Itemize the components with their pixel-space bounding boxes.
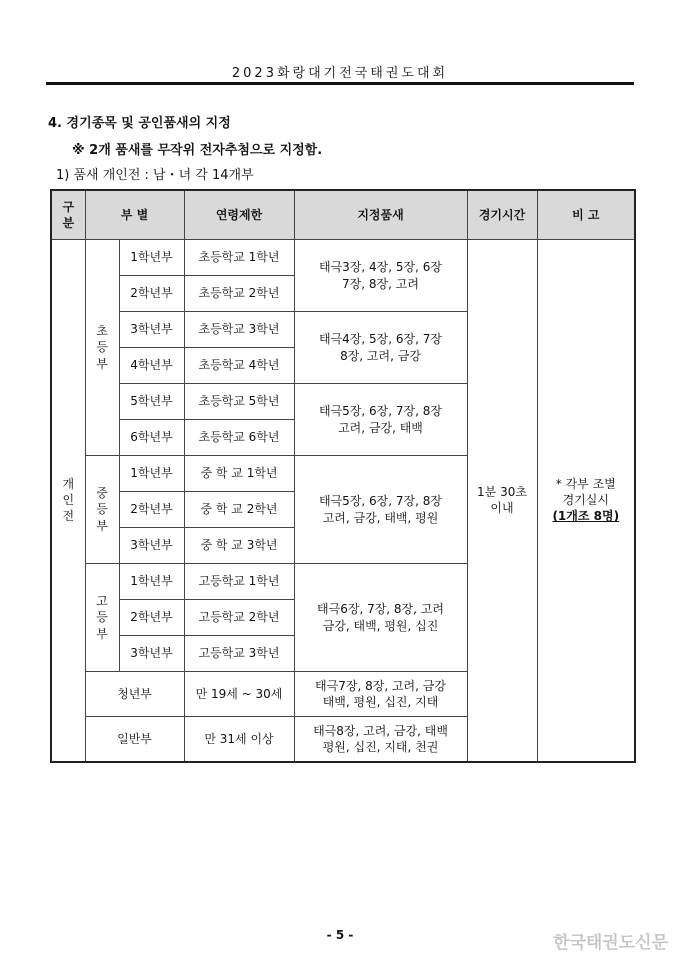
division-cell: 2학년부 [119,600,184,636]
poomsae-cell: 태극5장, 6장, 7장, 8장 고려, 금강, 태백, 평원 [294,456,467,564]
division-cell: 3학년부 [119,312,184,348]
age-cell: 중 학 교 2학년 [184,492,294,528]
age-cell: 초등학교 1학년 [184,240,294,276]
age-cell: 초등학교 3학년 [184,312,294,348]
table-row [51,240,635,276]
poomsae-cell: 태극8장, 고려, 금강, 태백 평원, 십진, 지태, 천권 [294,717,467,762]
watermark: 한국태권도신문 [553,933,668,953]
age-cell: 고등학교 2학년 [184,600,294,636]
division-cell: 4학년부 [119,348,184,384]
poomsae-cell: 태극5장, 6장, 7장, 8장 고려, 금강, 태백 [294,384,467,456]
group-middle: 중 등 부 [85,456,119,564]
section-subheading: 1) 품새 개인전 : 남・녀 각 14개부 [56,168,254,183]
age-cell: 중 학 교 3학년 [184,528,294,564]
document-header: 2023화랑대기전국태권도대회 [231,66,449,81]
header-rule [46,82,634,85]
division-cell: 1학년부 [119,456,184,492]
poomsae-cell: 태극7장, 8장, 고려, 금강 태백, 평원, 십진, 지태 [294,672,467,717]
poomsae-cell: 태극4장, 5장, 6장, 7장 8장, 고려, 금강 [294,312,467,384]
poomsae-table [50,189,636,763]
division-cell: 5학년부 [119,384,184,420]
age-cell: 초등학교 6학년 [184,420,294,456]
division-cell: 2학년부 [119,492,184,528]
age-cell: 초등학교 5학년 [184,384,294,420]
category-cell: 개 인 전 [51,240,85,762]
group-high: 고 등 부 [85,564,119,672]
header-category: 구 분 [51,190,85,240]
age-cell: 고등학교 1학년 [184,564,294,600]
header-division: 부 별 [85,190,184,240]
division-cell: 일반부 [85,717,184,762]
poomsae-cell: 태극3장, 4장, 5장, 6장 7장, 8장, 고려 [294,240,467,312]
poomsae-cell: 태극6장, 7장, 8장, 고려 금강, 태백, 평원, 십진 [294,564,467,672]
section-note: ※ 2개 품새를 무작위 전자추첨으로 지정함. [72,143,323,158]
division-cell: 6학년부 [119,420,184,456]
division-cell: 1학년부 [119,564,184,600]
group-elementary: 초 등 부 [85,240,119,456]
header-age: 연령제한 [184,190,294,240]
time-cell: 1분 30초 이내 [467,240,537,762]
division-cell: 3학년부 [119,528,184,564]
table-header-row [51,190,635,240]
remark-cell: * 각부 조별 경기실시 (1개조 8명) [537,240,635,762]
section-heading: 4. 경기종목 및 공인품새의 지정 [48,116,231,131]
division-cell: 3학년부 [119,636,184,672]
header-poomsae: 지정품새 [294,190,467,240]
division-cell: 청년부 [85,672,184,717]
age-cell: 만 31세 이상 [184,717,294,762]
age-cell: 고등학교 3학년 [184,636,294,672]
age-cell: 만 19세 ~ 30세 [184,672,294,717]
header-time: 경기시간 [467,190,537,240]
division-cell: 1학년부 [119,240,184,276]
page-number: - 5 - [326,928,354,942]
division-cell: 2학년부 [119,276,184,312]
age-cell: 중 학 교 1학년 [184,456,294,492]
header-remark: 비 고 [537,190,635,240]
age-cell: 초등학교 4학년 [184,348,294,384]
age-cell: 초등학교 2학년 [184,276,294,312]
